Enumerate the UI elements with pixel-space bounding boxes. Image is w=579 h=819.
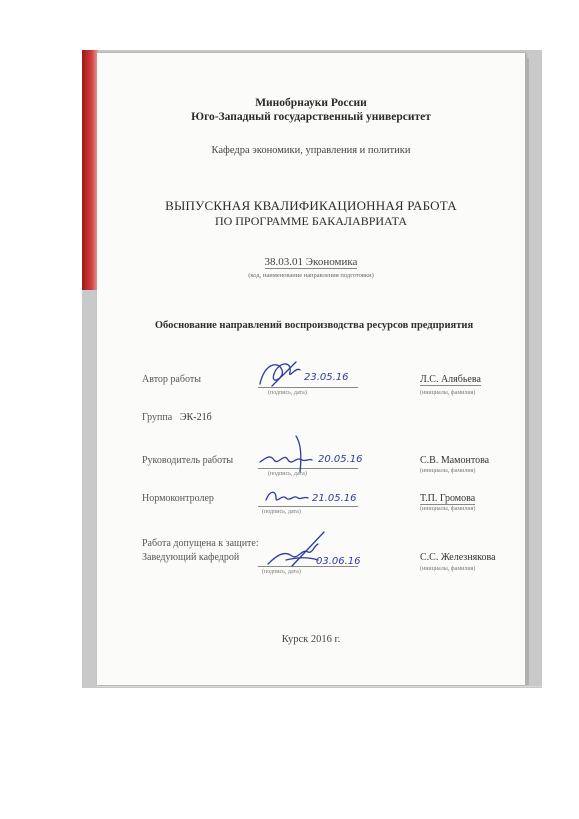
specialty-value: 38.03.01 Экономика — [264, 256, 358, 268]
author-sign-note: (подпись, дата) — [268, 390, 307, 396]
head-name-note: (инициалы, фамилия) — [420, 566, 476, 572]
normcontrol-signature — [262, 484, 382, 510]
supervisor-label: Руководитель работы — [142, 455, 234, 466]
ministry-name: Минобрнауки России — [255, 97, 367, 109]
group-label: Группа — [142, 412, 173, 423]
page-shadow-edge — [525, 58, 529, 685]
supervisor-name-note: (инициалы, фамилия) — [420, 468, 476, 474]
author-label: Автор работы — [142, 374, 201, 385]
admission-sign-note: (подпись, дата) — [262, 569, 301, 575]
binding-edge — [82, 50, 98, 290]
author-name-note: (инициалы, фамилия) — [420, 390, 476, 396]
place-year: Курск 2016 г. — [281, 634, 341, 645]
document-title: ВЫПУСКНАЯ КВАЛИФИКАЦИОННАЯ РАБОТА — [165, 198, 457, 213]
department-name: Кафедра экономики, управления и политики — [211, 145, 411, 156]
head-signature — [262, 526, 382, 572]
specialty-note: (код, наименование направления подготовки) — [248, 272, 374, 279]
admission-sign-date: 03.06.16 — [316, 556, 361, 567]
author-name: Л.С. Алябьева — [420, 374, 481, 385]
normcontrol-name: Т.П. Громова — [420, 493, 476, 504]
author-signature — [252, 356, 372, 392]
normcontrol-sign-note: (подпись, дата) — [262, 509, 301, 515]
head-name: С.С. Железнякова — [420, 552, 496, 563]
supervisor-name: С.В. Мамонтова — [420, 455, 490, 466]
document-subtitle: ПО ПРОГРАММЕ БАКАЛАВРИАТА — [214, 214, 408, 228]
supervisor-sign-note: (подпись, дата) — [268, 471, 307, 477]
group-value: ЭК-21б — [180, 412, 212, 423]
specialty-code — [97, 256, 525, 268]
scan-bottom-edge — [97, 686, 542, 687]
head-of-department-label: Заведующий кафедрой — [142, 552, 240, 563]
normcontrol-label: Нормоконтролер — [142, 493, 214, 504]
university-name: Юго-Западный государственный университет — [191, 111, 431, 123]
normcontrol-name-note: (инициалы, фамилия) — [420, 506, 476, 512]
supervisor-sign-date: 20.05.16 — [318, 454, 363, 465]
supervisor-signature — [256, 432, 386, 476]
normcontrol-sign-date: 21.05.16 — [312, 493, 357, 504]
author-sign-date: 23.05.16 — [304, 372, 349, 383]
admission-line: Работа допущена к защите: — [142, 538, 259, 549]
thesis-topic: Обоснование направлений воспроизводства ресурсов предприятия — [154, 320, 474, 331]
